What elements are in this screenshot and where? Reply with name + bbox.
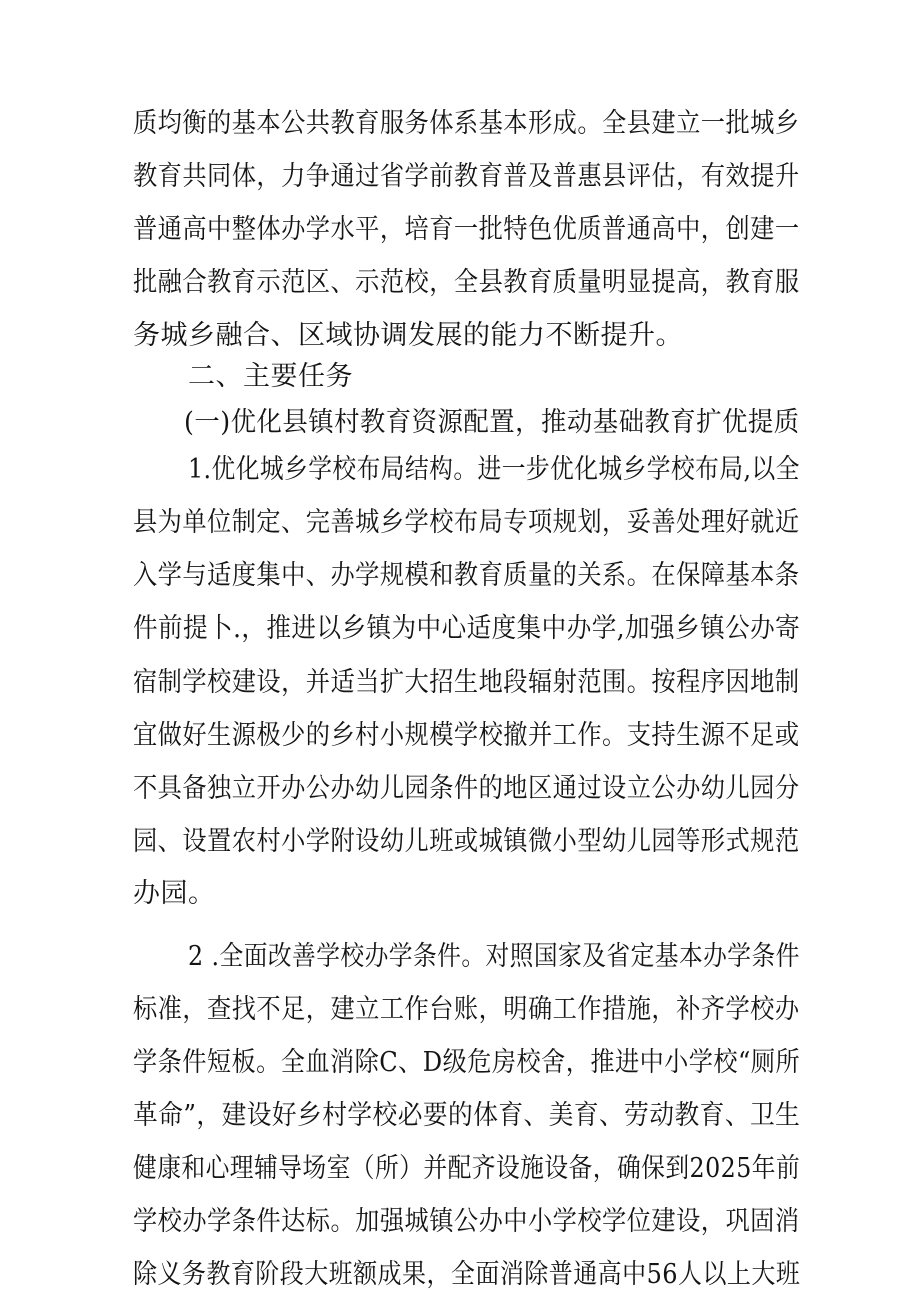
- section-heading: 二、主要任务: [188, 361, 353, 392]
- paragraph-line: 宜做好生源极少的乡村小规模学校撤并工作。支持生源不足或: [133, 720, 800, 751]
- paragraph-line: 质均衡的基本公共教育服务体系基本形成。全县建立一批城乡: [133, 108, 800, 139]
- paragraph-line: 务城乡融合、区域协调发展的能力不断提升。: [133, 320, 683, 351]
- paragraph-line: 教育共同体，力争通过省学前教育普及普惠县评估，有效提升: [133, 161, 800, 192]
- paragraph-line: 2 .全面改善学校办学条件。对照国家及省定基本办学条件: [188, 941, 800, 972]
- paragraph-line: 办园。: [133, 878, 216, 909]
- paragraph-line: 标准，查找不足，建立工作台账，明确工作措施，补齐学校办: [133, 994, 800, 1025]
- paragraph-line: 宿制学校建设，并适当扩大招生地段辐射范围。按程序因地制: [133, 667, 800, 698]
- paragraph-line: 普通高中整体办学水平，培育一批特色优质普通高中，创建一: [133, 214, 800, 245]
- paragraph-line: 件前提卜.，推进以乡镇为中心适度集中办学,加强乡镇公办寄: [133, 613, 801, 644]
- paragraph-line: 县为单位制定、完善城乡学校布局专项规划，妥善处理好就近: [133, 507, 800, 538]
- paragraph-line: 学条件短板。全血消除C、D级危房校舍，推进中小学校“厕所: [133, 1047, 801, 1078]
- paragraph-line: 学校办学条件达标。加强城镇公办中小学校学位建设，巩固消: [133, 1206, 800, 1237]
- paragraph-line: 批融合教育示范区、示范校，全县教育质量明显提高，教育服: [133, 267, 800, 298]
- subsection-heading: (一)优化县镇村教育资源配置，推动基础教育扩优提质: [184, 407, 800, 438]
- paragraph-line: 革命”，建设好乡村学校必要的体育、美育、劳动教育、卫生: [133, 1100, 801, 1131]
- paragraph-line: 除义务教育阶段大班额成果，全面消除普通高中56人以上大班: [133, 1259, 801, 1290]
- paragraph-line: 健康和心理辅导场室（所）并配齐设施设备，确保到2025年前: [133, 1153, 801, 1184]
- paragraph-line: 入学与适度集中、办学规模和教育质量的关系。在保障基本条: [133, 560, 800, 591]
- paragraph-line: 不具备独立开办公办幼儿园条件的地区通过设立公办幼儿园分: [133, 773, 800, 804]
- paragraph-line: 园、设置农村小学附设幼儿班或城镇微小型幼儿园等形式规范: [133, 826, 800, 857]
- paragraph-line: 1.优化城乡学校布局结构。进一步优化城乡学校布局,以全: [188, 454, 800, 485]
